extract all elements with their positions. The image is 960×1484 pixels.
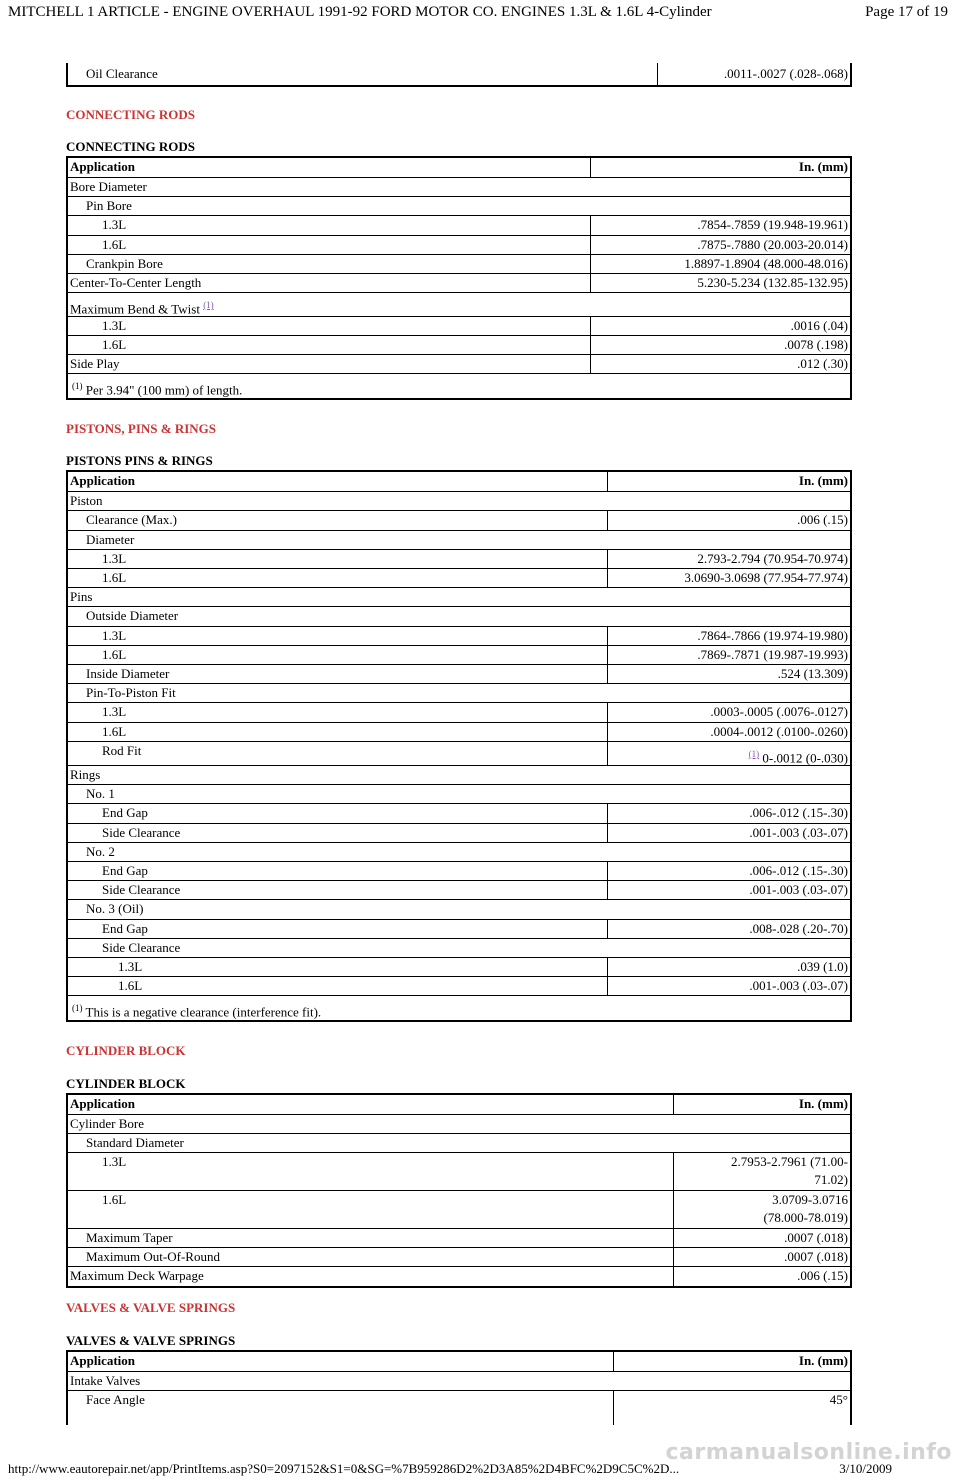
table-row (68, 920, 850, 939)
row-value: 5.230-5.234 (132.85-132.95) (697, 275, 848, 290)
row-value: 3.0690-3.0698 (77.954-77.974) (684, 570, 848, 585)
row-label: No. 1 (86, 786, 115, 801)
row-label: Crankpin Bore (68, 255, 591, 273)
table-header-row (68, 1095, 850, 1115)
section-title-pistons: PISTONS, PINS & RINGS (66, 421, 217, 436)
table-row (68, 939, 850, 958)
column-header-inches: In. (mm) (798, 1096, 848, 1111)
row-label: 1.3L (68, 1153, 674, 1190)
row-label: 1.3L (68, 550, 608, 568)
footnote-link[interactable]: (1) (203, 300, 214, 310)
section-title-connecting-rods: CONNECTING RODS (66, 107, 195, 122)
row-value: .0011-.0027 (.028-.068) (723, 66, 848, 81)
row-label: End Gap (68, 862, 608, 880)
table-row (68, 723, 850, 742)
footnote-text: This is a negative clearance (interference fit). (85, 1004, 322, 1020)
row-label: Pin-To-Piston Fit (86, 685, 176, 700)
row-label: 1.6L (68, 977, 608, 995)
table-row (68, 824, 850, 843)
row-label: 1.3L (68, 703, 608, 722)
table-row (68, 1372, 850, 1391)
source-url: http://www.eautorepair.net/app/PrintItems.asp?S0=2097152&S1=0&SG=%7B959286D2%2D3A85%2D4BFC%2D9C5C%2D... (8, 1461, 680, 1476)
table-header-row (68, 472, 850, 492)
row-label: Cylinder Bore (70, 1116, 145, 1131)
row-label: Diameter (86, 532, 135, 547)
row-label: 1.6L (68, 646, 608, 664)
row-value: .006-.012 (.15-.30) (749, 805, 848, 820)
table-row (68, 355, 850, 374)
row-value (608, 742, 850, 765)
table-footnote-row (68, 996, 850, 1020)
row-label: Rod Fit (68, 742, 608, 765)
row-label: Oil Clearance (68, 63, 658, 85)
valves-table (66, 1350, 852, 1425)
row-value: 1.8897-1.8904 (48.000-48.016) (684, 256, 848, 271)
table-row (68, 958, 850, 977)
row-label: 1.6L (68, 723, 608, 741)
column-header-application: Application (68, 1352, 614, 1371)
row-value: .7864-.7866 (19.974-19.980) (697, 628, 848, 643)
table-row (68, 531, 850, 550)
row-label: 1.6L (68, 336, 591, 354)
row-value: .7875-.7880 (20.003-20.014) (697, 237, 848, 252)
footnote (68, 996, 850, 1020)
row-label: Maximum Taper (68, 1229, 674, 1247)
table-row (68, 236, 850, 255)
row-label: 1.6L (68, 1191, 674, 1228)
row-label: Piston (70, 493, 103, 508)
row-value: .039 (1.0) (797, 959, 848, 974)
row-value (674, 1191, 850, 1228)
row-label: 1.3L (68, 317, 591, 335)
print-header (0, 2, 960, 24)
row-label: Bore Diameter (70, 179, 147, 194)
row-value-line: 2.7953-2.7961 (71.00- (731, 1154, 848, 1169)
table-row (68, 646, 850, 665)
row-value-text: 0-.0012 (0-.030) (762, 750, 848, 766)
table-row (68, 63, 850, 85)
table-header-row (68, 158, 850, 178)
row-label: Outside Diameter (86, 608, 179, 623)
row-value: .001-.003 (.03-.07) (749, 978, 848, 993)
table-row (68, 900, 850, 920)
row-value: 2.793-2.794 (70.954-70.974) (697, 551, 848, 566)
section-title-valves: VALVES & VALVE SPRINGS (66, 1300, 236, 1315)
table-row (68, 293, 850, 317)
table-caption-cylinder-block: CYLINDER BLOCK (66, 1076, 186, 1091)
row-label: End Gap (68, 920, 608, 938)
row-value: .0078 (.198) (784, 337, 848, 352)
row-value: .006 (.15) (797, 1268, 848, 1283)
table-row (68, 607, 850, 627)
table-row (68, 511, 850, 531)
row-label: Pin Bore (86, 198, 132, 213)
row-label: Intake Valves (70, 1373, 141, 1388)
row-value: .001-.003 (.03-.07) (749, 825, 848, 840)
table-row (68, 336, 850, 355)
column-header-application: Application (68, 158, 591, 177)
row-label: Pins (70, 589, 93, 604)
row-label: Side Clearance (68, 881, 608, 899)
column-header-application: Application (68, 1095, 674, 1114)
row-value: .7869-.7871 (19.987-19.993) (697, 647, 848, 662)
table-row (68, 550, 850, 569)
column-header-inches: In. (mm) (798, 1353, 848, 1368)
column-header-application: Application (68, 472, 608, 491)
row-label: Center-To-Center Length (68, 274, 591, 292)
table-footnote-row (68, 374, 850, 398)
table-row (68, 216, 850, 236)
table-row (68, 766, 850, 785)
table-row (68, 1134, 850, 1153)
table-row (68, 742, 850, 766)
section-title-cylinder-block: CYLINDER BLOCK (66, 1043, 186, 1058)
table-row (68, 665, 850, 684)
row-value: .008-.028 (.20-.70) (749, 921, 848, 936)
row-label: Face Angle (68, 1391, 614, 1425)
row-label: Clearance (Max.) (68, 511, 608, 530)
row-value (674, 1153, 850, 1190)
page-number: Page 17 of 19 (865, 4, 948, 20)
table-row (68, 1248, 850, 1267)
table-row (68, 178, 850, 197)
table-row (68, 1115, 850, 1134)
table-row (68, 1391, 850, 1425)
row-value-line: 71.02) (814, 1172, 848, 1187)
row-value: .0003-.0005 (.0076-.0127) (710, 704, 848, 719)
cylinder-block-table (66, 1093, 852, 1288)
row-value: .524 (13.309) (777, 666, 848, 681)
table-row (68, 569, 850, 588)
table-row (68, 804, 850, 824)
table-row (68, 843, 850, 862)
row-value-line: (78.000-78.019) (763, 1210, 848, 1225)
table-row (68, 862, 850, 881)
watermark: carmanualsonline.info (665, 1440, 952, 1465)
row-label: End Gap (68, 804, 608, 823)
row-value: .0004-.0012 (.0100-.0260) (710, 724, 848, 739)
table-row (68, 703, 850, 723)
footnote-link[interactable]: (1) (748, 749, 760, 759)
row-value: .012 (.30) (797, 356, 848, 371)
table-header-row (68, 1352, 850, 1372)
table-row (68, 492, 850, 511)
footnote-text: Per 3.94" (100 mm) of length. (85, 382, 243, 398)
table-row (68, 684, 850, 703)
table-row (68, 977, 850, 996)
table-row (68, 197, 850, 216)
table-caption-valves: VALVES & VALVE SPRINGS (66, 1333, 236, 1348)
pistons-table (66, 470, 852, 1022)
row-value: .006-.012 (.15-.30) (749, 863, 848, 878)
table-row (68, 255, 850, 274)
row-label-text: Maximum Bend & Twist (70, 301, 200, 317)
row-value: .0016 (.04) (790, 318, 848, 333)
row-label: Rings (70, 767, 101, 782)
table-row (68, 317, 850, 336)
row-label: 1.6L (68, 569, 608, 587)
row-label: 1.6L (68, 236, 591, 254)
column-header-inches: In. (mm) (798, 159, 848, 174)
table-row (68, 627, 850, 646)
row-label (68, 293, 850, 316)
continued-table (66, 63, 852, 87)
row-label: 1.3L (68, 216, 591, 235)
row-label: Side Clearance (68, 824, 608, 842)
row-value-line: 3.0709-3.0716 (772, 1192, 848, 1207)
column-header-inches: In. (mm) (798, 473, 848, 488)
row-label: Maximum Out-Of-Round (68, 1248, 674, 1266)
row-value: .006 (.15) (797, 512, 848, 527)
table-row (68, 1229, 850, 1248)
row-label: Standard Diameter (86, 1135, 184, 1150)
row-label: Side Play (68, 355, 591, 373)
table-row (68, 785, 850, 804)
table-caption-pistons: PISTONS PINS & RINGS (66, 453, 213, 468)
table-row (68, 588, 850, 607)
row-label: No. 2 (86, 844, 115, 859)
row-value: .7854-.7859 (19.948-19.961) (697, 217, 848, 232)
row-label: Maximum Deck Warpage (68, 1267, 674, 1286)
table-row (68, 881, 850, 900)
row-label: Side Clearance (102, 940, 181, 955)
row-value: .0007 (.018) (784, 1249, 848, 1264)
table-row (68, 1267, 850, 1286)
footnote-marker: (1) (72, 381, 83, 391)
print-date: 3/10/2009 (839, 1461, 892, 1476)
row-label: No. 3 (Oil) (86, 901, 144, 916)
row-value: 45° (829, 1392, 848, 1407)
table-row (68, 1153, 850, 1191)
connecting-rods-table (66, 156, 852, 400)
footnote-marker: (1) (72, 1003, 83, 1013)
document-title: MITCHELL 1 ARTICLE - ENGINE OVERHAUL 1991-92 FORD MOTOR CO. ENGINES 1.3L & 1.6L 4-Cylinder (8, 4, 712, 20)
table-row (68, 274, 850, 293)
footnote (68, 374, 850, 398)
table-caption-connecting-rods: CONNECTING RODS (66, 139, 195, 154)
table-row (68, 1191, 850, 1229)
row-label: 1.3L (68, 958, 608, 976)
row-value: .0007 (.018) (784, 1230, 848, 1245)
row-label: Inside Diameter (68, 665, 608, 683)
row-label: 1.3L (68, 627, 608, 645)
row-value: .001-.003 (.03-.07) (749, 882, 848, 897)
